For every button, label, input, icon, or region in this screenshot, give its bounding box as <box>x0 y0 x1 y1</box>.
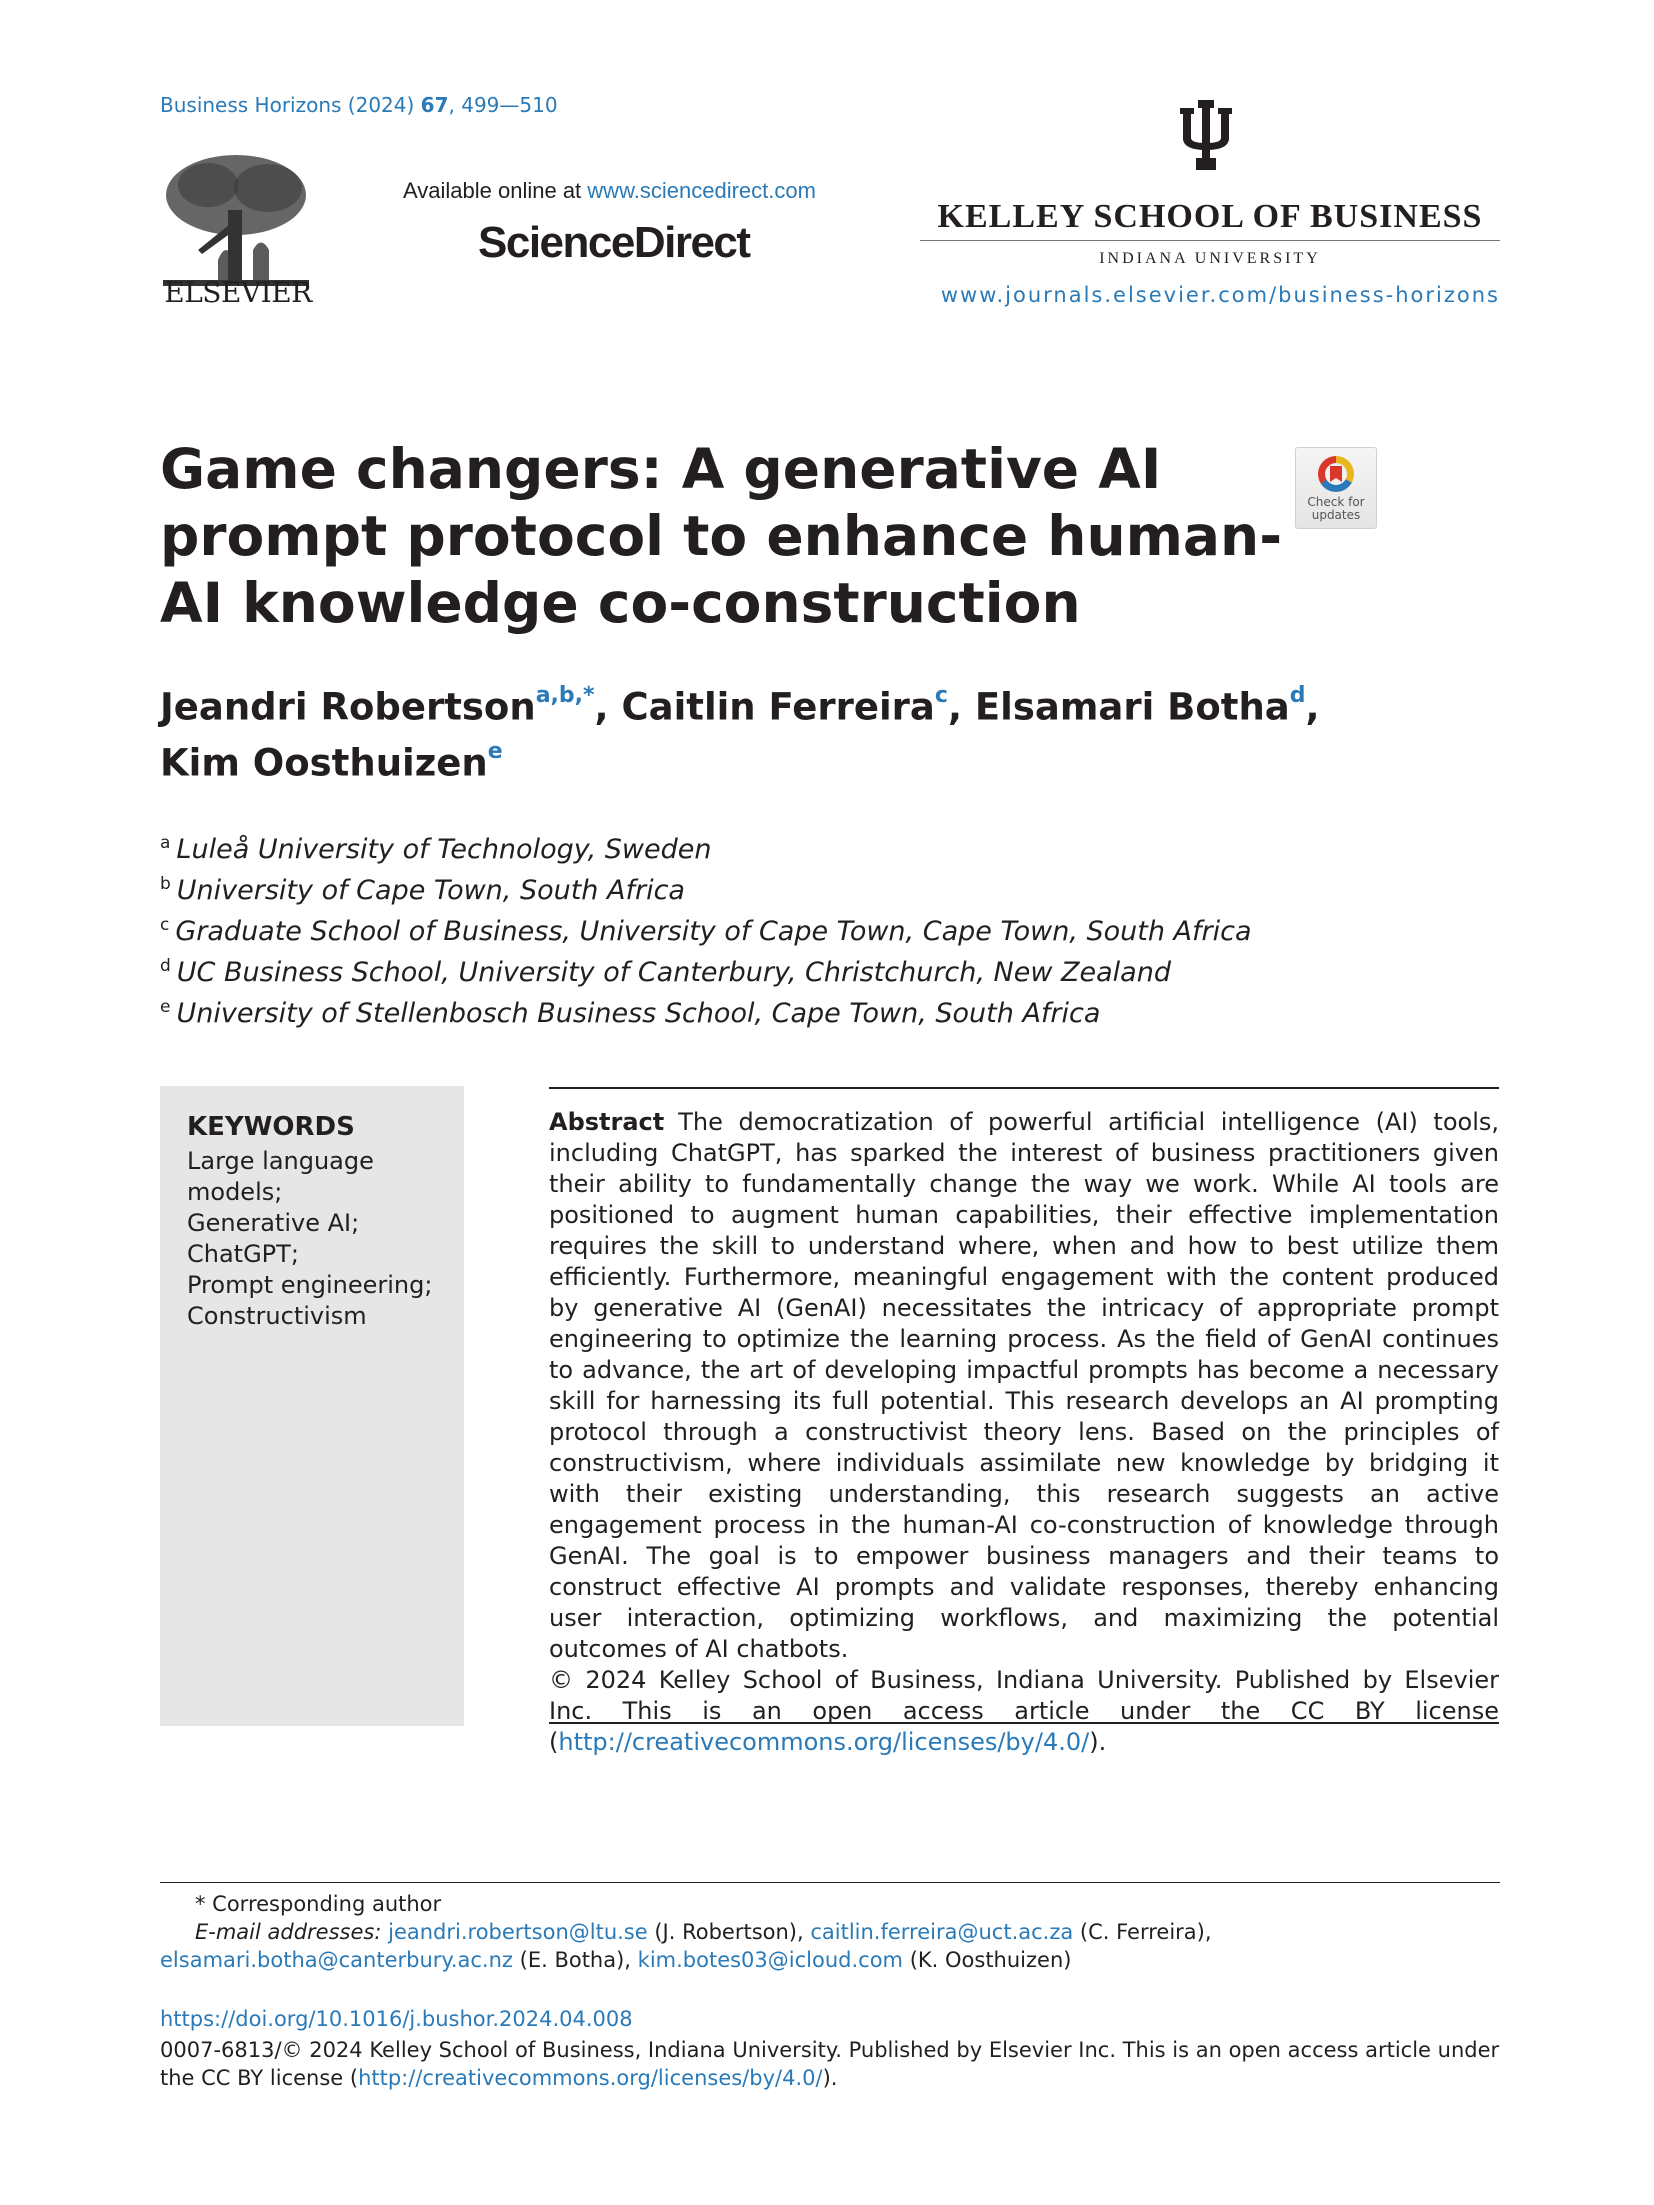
keyword-item: ChatGPT; <box>187 1240 299 1268</box>
issn-license-link[interactable]: http://creativecommons.org/licenses/by/4.0/ <box>358 2066 823 2090</box>
affiliation-item <box>160 867 1252 908</box>
email-addresses <box>160 1918 1500 1974</box>
journal-volume: 67 <box>420 93 449 117</box>
elsevier-wordmark: ELSEVIER <box>164 276 312 309</box>
abstract-copyright: © 2024 Kelley School of Business, Indiana University. Published by Elsevier Inc. This is an open access article under the CC BY license ( <box>549 1666 1499 1756</box>
author-name: Elsamari Botha <box>974 685 1290 729</box>
issn-text: 0007-6813/© 2024 Kelley School of Business, Indiana University. Published by Elsevier Inc. This is an open access article under the CC BY license ( <box>160 2038 1500 2090</box>
doi-link[interactable]: https://doi.org/10.1016/j.bushor.2024.04.008 <box>160 2007 633 2031</box>
email-owner: (J. Robertson), <box>647 1920 811 1944</box>
issn-end: ). <box>822 2066 838 2090</box>
abstract-body: The democratization of powerful artificial intelligence (AI) tools, including ChatGPT, has sparked the interest of business practitioners given their ability to fundamentally change the way we work. While AI tools are positioned to augment human capabilities, their effective implementation requires the skill to understand where, when and how to best utilize them efficiently. Furthermore, meaningful engagement with the content produced by generative AI (GenAI) necessitates the intricacy of appropriate prompt engineering to optimize the learning process. As the field of GenAI continues to advance, the art of developing impactful prompts has become a necessary skill for harnessing its full potential. This research develops an AI prompting protocol through a constructivist theory lens. Based on the principles of constructivism, where individuals assimilate new knowledge by bridging it with their existing understanding, this research suggests an active engagement process in the human-AI co-construction of knowledge through GenAI. The goal is to empower business managers and their teams to construct effective AI prompts and validate responses, thereby enhancing user interaction, optimizing workflows, and maximizing the potential outcomes of AI chatbots. <box>549 1108 1499 1663</box>
abstract-copyright-end: ). <box>1089 1728 1107 1756</box>
footnote-divider <box>160 1882 1500 1883</box>
sciencedirect-logo: ScienceDirect <box>478 218 750 267</box>
journal-name: Business Horizons (2024) <box>160 93 415 117</box>
affiliation-letter: c <box>160 915 170 935</box>
author-affiliation-link[interactable]: d <box>1289 683 1306 708</box>
abstract <box>549 1107 1499 1758</box>
keyword-item: Large language models; <box>187 1147 374 1206</box>
affiliation-text: UC Business School, University of Canterbury, Christchurch, New Zealand <box>176 957 1171 988</box>
author-separator: , <box>1305 685 1320 729</box>
affiliation-item <box>160 990 1252 1031</box>
corresponding-author-note: * Corresponding author <box>195 1892 442 1916</box>
affiliation-letter: e <box>160 997 171 1017</box>
abstract-bottom-rule <box>549 1722 1499 1724</box>
email-link[interactable]: kim.botes03@icloud.com <box>637 1948 904 1972</box>
author-name: Kim Oosthuizen <box>160 741 488 785</box>
affiliation-text: University of Stellenbosch Business School, Cape Town, South Africa <box>176 998 1101 1029</box>
affiliation-item <box>160 908 1252 949</box>
keyword-item: Generative AI; <box>187 1209 360 1237</box>
affiliation-list <box>160 826 1252 1031</box>
affiliation-text: Graduate School of Business, University of Cape Town, Cape Town, South Africa <box>175 916 1252 947</box>
kelley-divider <box>920 240 1500 241</box>
check-for-updates-button[interactable] <box>1295 447 1377 529</box>
issn-copyright <box>160 2036 1500 2092</box>
email-label: E-mail addresses: <box>195 1920 382 1944</box>
affiliation-item <box>160 826 1252 867</box>
license-link[interactable]: http://creativecommons.org/licenses/by/4.0/ <box>558 1728 1090 1756</box>
email-link[interactable]: caitlin.ferreira@uct.ac.za <box>810 1920 1074 1944</box>
email-link[interactable]: jeandri.robertson@ltu.se <box>388 1920 648 1944</box>
article-title: Game changers: A generative AI prompt protocol to enhance human-AI knowledge co-construction <box>160 437 1283 635</box>
email-owner: (C. Ferreira), <box>1073 1920 1212 1944</box>
author-list <box>160 675 1360 788</box>
affiliation-letter: d <box>160 956 171 976</box>
author-separator: , <box>594 685 622 729</box>
sciencedirect-link[interactable]: www.sciencedirect.com <box>587 178 816 203</box>
affiliation-letter: b <box>160 874 171 894</box>
crossmark-label: Check for updates <box>1307 495 1365 522</box>
indiana-university: INDIANA UNIVERSITY <box>1099 250 1321 267</box>
author-affiliation-link[interactable]: a,b,* <box>535 683 595 708</box>
email-owner: (K. Oosthuizen) <box>903 1948 1072 1972</box>
footnotes <box>160 1890 1500 1974</box>
keyword-item: Constructivism <box>187 1302 367 1330</box>
available-prefix: Available online at <box>403 178 588 203</box>
keyword-item: Prompt engineering; <box>187 1271 433 1299</box>
affiliation-text: University of Cape Town, South Africa <box>176 875 685 906</box>
keywords-list <box>187 1146 464 1332</box>
keywords-box <box>160 1086 464 1726</box>
author-name: Jeandri Robertson <box>160 685 536 729</box>
journal-citation[interactable] <box>160 93 558 117</box>
author-affiliation-link[interactable]: c <box>934 683 948 708</box>
author-affiliation-link[interactable]: e <box>487 739 503 765</box>
email-owner: (E. Botha), <box>512 1948 638 1972</box>
affiliation-text: Luleå University of Technology, Sweden <box>176 834 712 865</box>
author-name: Caitlin Ferreira <box>621 685 935 729</box>
iu-trident-logo-icon <box>1176 100 1236 170</box>
journal-homepage-link[interactable]: www.journals.elsevier.com/business-horizons <box>940 283 1500 307</box>
affiliation-letter: a <box>160 833 171 853</box>
journal-pages: , 499—510 <box>448 93 558 117</box>
available-online <box>403 178 816 204</box>
abstract-heading: Abstract <box>549 1108 665 1136</box>
keywords-heading: KEYWORDS <box>187 1112 355 1142</box>
abstract-top-rule <box>549 1087 1499 1089</box>
email-link[interactable]: elsamari.botha@canterbury.ac.nz <box>160 1948 513 1972</box>
affiliation-item <box>160 949 1252 990</box>
author-separator: , <box>947 685 975 729</box>
kelley-school-name: KELLEY SCHOOL OF BUSINESS <box>937 198 1483 235</box>
